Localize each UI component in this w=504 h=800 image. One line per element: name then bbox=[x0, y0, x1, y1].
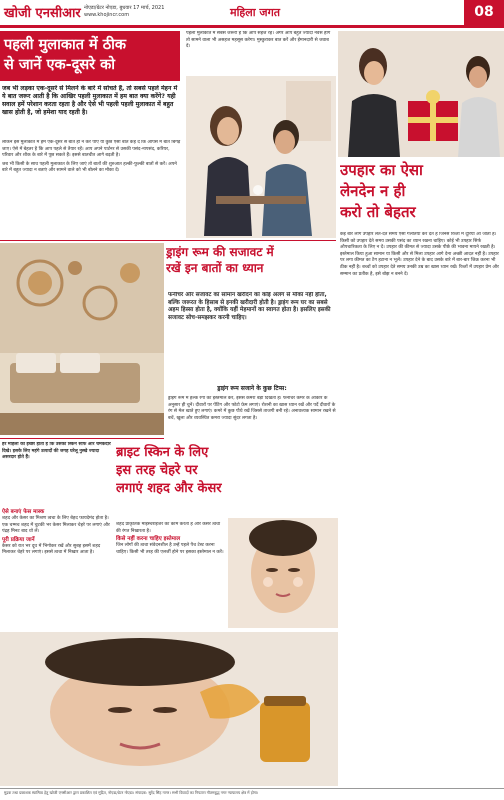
drawing-room-headline-line2: रखें इन बातों का ध्यान bbox=[166, 261, 264, 275]
dateline-url: www.khojincr.com bbox=[84, 12, 130, 18]
skin-headline-line2: इस तरह चेहरे पर bbox=[116, 463, 198, 478]
first-meeting-body-3: पहली मुलाकात में सबसे जरूरी है कि आप सहज रहें। अगर आप बहुत ज्यादा नर्वस होंगे तो सामने वाला भी असहज महसूस करेगा। मुस्कुराकर बात करें और ईमानदारी से जवाब दें। bbox=[186, 31, 331, 50]
first-meeting-intro: जब भी लड़का एक-दूसरे से मिलने के बारे में सोचते हैं, तो सबसे पहले मेहन में ये बात जरूर आती है कि आखिर पहली मुलाकात में हम बात क्या करेंगे? यही सवाल हमें परेशान करता रहता है और ऐसे भी पहली पहली मुलाकात में बहुत खास होती है, जो हमेशा याद रहती है। bbox=[2, 85, 178, 116]
drawing-room-intro: फर्नीचर और सजावट का सामान खरीदने का कोई अलग से मौका नहीं होता, बल्कि जरूरत के हिसाब से इनकी खरीदारी होती है। ड्राइंग रूम घर का सबसे अहम हिस्सा होता है, क्योंकि यहीं मेहमानों का स्वागत होता है। इसलिए इसकी सजावट सोच-समझकर करनी चाहिए। bbox=[168, 292, 331, 321]
gift-headline-line1: उपहार का ऐसा bbox=[340, 161, 423, 179]
skin-column-2 bbox=[116, 522, 226, 628]
gift-headline-line2: लेनदेन न ही bbox=[340, 182, 406, 200]
first-meeting-headline-line2: से जानें एक-दूसरे को bbox=[4, 57, 116, 73]
skin-body-2: केसर को रात भर दूध में भिगोकर रखें और सुबह इसमें शहद मिलाकर चेहरे पर लगाएं। इससे त्वचा में निखार आता है। bbox=[2, 543, 101, 556]
gift-headline-line3: करो तो बेहतर bbox=[340, 203, 416, 221]
first-meeting-body-2: जब भी किसी के साथ पहली मुलाकात के लिए जाएं तो बातों की शुरुआत हल्की-फुल्की बातों से करें। अपने बारे में बहुत ज्यादा न बताएं और सामने वाले को भी बोलने का मौका दें। bbox=[2, 161, 177, 174]
skin-photo bbox=[228, 518, 338, 628]
first-meeting-body bbox=[2, 140, 182, 236]
drawing-room-headline bbox=[166, 244, 338, 288]
skin-headline-line1: ब्राइट स्किन के लिए bbox=[116, 445, 209, 460]
divider bbox=[0, 438, 164, 439]
drawing-room-tips-title: ड्राइंग रूम सजाने के कुछ टिप्स: bbox=[217, 385, 287, 392]
page-number: 08 bbox=[464, 0, 504, 25]
skin-headline bbox=[116, 444, 284, 518]
section-title: महिला जगत bbox=[230, 6, 281, 19]
first-meeting-body-1: लेकिन इस मुलाकात में हम एक-दूसरे से बात ही न कर पाएं या कुछ ऐसी बात कह दें कि आपस में बात बिगड़ जाए। ऐसे में बेहतर है कि आप पहले से तैयार रहें। आप अपने पार्टनर से उसकी पसंद-नापसंद, करियर, परिवार और शौक के बारे में पूछ सकते हैं। इससे बातचीत आगे बढ़ती है। bbox=[2, 140, 181, 159]
drawing-room-illustration bbox=[0, 243, 164, 435]
gift-headline bbox=[340, 160, 504, 230]
divider bbox=[0, 240, 336, 241]
skin-column-1 bbox=[2, 508, 112, 628]
skin-headline-line3: लगाएं शहद और केसर bbox=[116, 481, 222, 496]
skin-subhead-2: पूरी प्रक्रिया जानें bbox=[2, 536, 35, 543]
skin-body-3: जिन लोगों की त्वचा संवेदनशील है उन्हें पहले पैच टेस्ट करना चाहिए। किसी भी तरह की एलर्जी होने पर इसका इस्तेमाल न करें। bbox=[116, 543, 224, 555]
footer: मुद्रक तथा प्रकाशक स्वामित्व हेतु खोजी एनसीआर द्वारा प्रकाशित एवं मुद्रित, नोएडा/ग्रेटर नोएडा। संपादक: सुरेंद्र सिंह नागर। सभी विवादों का निपटारा गौतमबुद्ध नगर न्यायालय क्षेत्र में होगा। bbox=[0, 788, 504, 800]
honey-illustration bbox=[0, 632, 338, 786]
couple-photo bbox=[186, 76, 336, 238]
drawing-room-tips: ड्राइंग रूम में हल्के रंगों का इस्तेमाल करें, इससे कमरा बड़ा दिखता है। फर्नीचर कमरे के आकार के अनुसार ही चुनें। दीवारों पर पेंटिंग और फोटो फ्रेम लगाएं। रोशनी का खास ध्यान रखें और पर्दे दीवारों के रंग से मेल खाते हुए लगाएं। कमरे में कुछ पौधे रखें जिससे ताजगी बनी रहे। अनावश्यक सामान रखने से बचें, खुला और व्यवस्थित कमरा ज्यादा सुंदर लगता है। bbox=[168, 396, 336, 421]
skin-body-1: शहद और केसर का मिश्रण त्वचा के लिए बेहद फायदेमंद होता है। एक चम्मच शहद में चुटकी भर केसर मिलाकर चेहरे पर लगाएं और पंद्रह मिनट बाद धो लें। bbox=[2, 516, 110, 535]
drawing-room-headline-line1: ड्राइंग रूम की सजावट में bbox=[166, 245, 274, 259]
first-meeting-headline bbox=[0, 31, 180, 75]
masthead bbox=[0, 0, 504, 28]
couple-illustration bbox=[186, 76, 336, 238]
skin-lead: हर महिला की इच्छा होती है कि उसकी स्किन साफ और चमकदार दिखे। इसके लिए महंगे उत्पादों की जगह घरेलू नुस्खे ज्यादा असरदार होते हैं। bbox=[2, 442, 111, 461]
skin-subhead-3: किसे नहीं करना चाहिए इस्तेमाल bbox=[116, 536, 181, 543]
first-meeting-headline-line1: पहली मुलाकात में ठीक bbox=[4, 37, 127, 53]
first-meeting-headline-band bbox=[0, 31, 180, 81]
drawing-room-photo bbox=[0, 243, 164, 435]
skin-illustration bbox=[228, 518, 338, 628]
gift-illustration bbox=[338, 31, 504, 157]
dateline bbox=[84, 5, 164, 19]
dateline-date: नोएडा/ग्रेटर नोएडा, बुधवार 17 मार्च, 2021 bbox=[84, 5, 165, 11]
brand-name: खोजी एनसीआर bbox=[4, 6, 81, 21]
skin-body-4: शहद प्राकृतिक मॉइस्चराइजर का काम करता है और केसर त्वचा की रंगत निखारता है। bbox=[116, 522, 221, 534]
gift-body: कई बार लोग उपहार लेते-देते समय ऐसी गलतियां कर देते हैं जिनसे रिश्तों में दूरियां आ जाती हैं। किसी को उपहार देते समय उसकी पसंद का ध्यान रखना चाहिए। कोई भी उपहार सिर्फ औपचारिकता के लिए न दें। उपहार की कीमत से ज्यादा उसके पीछे की भावना मायने रखती है। इस्तेमाल किया हुआ सामान या किसी और से मिला उपहार आगे देना अच्छी आदत नहीं है। उपहार पर लगा कीमत का टैग हटाना न भूलें। उपहार देने के बाद उसके बारे में बार-बार जिक्र करना भी ठीक नहीं है। बच्चों को उपहार देते समय उनकी उम्र का खास ध्यान रखें। रिश्तों में उपहार प्रेम और सम्मान का प्रतीक है, इसे बोझ न बनने दें। bbox=[340, 232, 499, 277]
skin-subhead-1: ऐसे बनाएं फेस मास्क bbox=[2, 509, 45, 515]
gift-photo bbox=[338, 31, 504, 157]
honey-photo bbox=[0, 632, 338, 786]
